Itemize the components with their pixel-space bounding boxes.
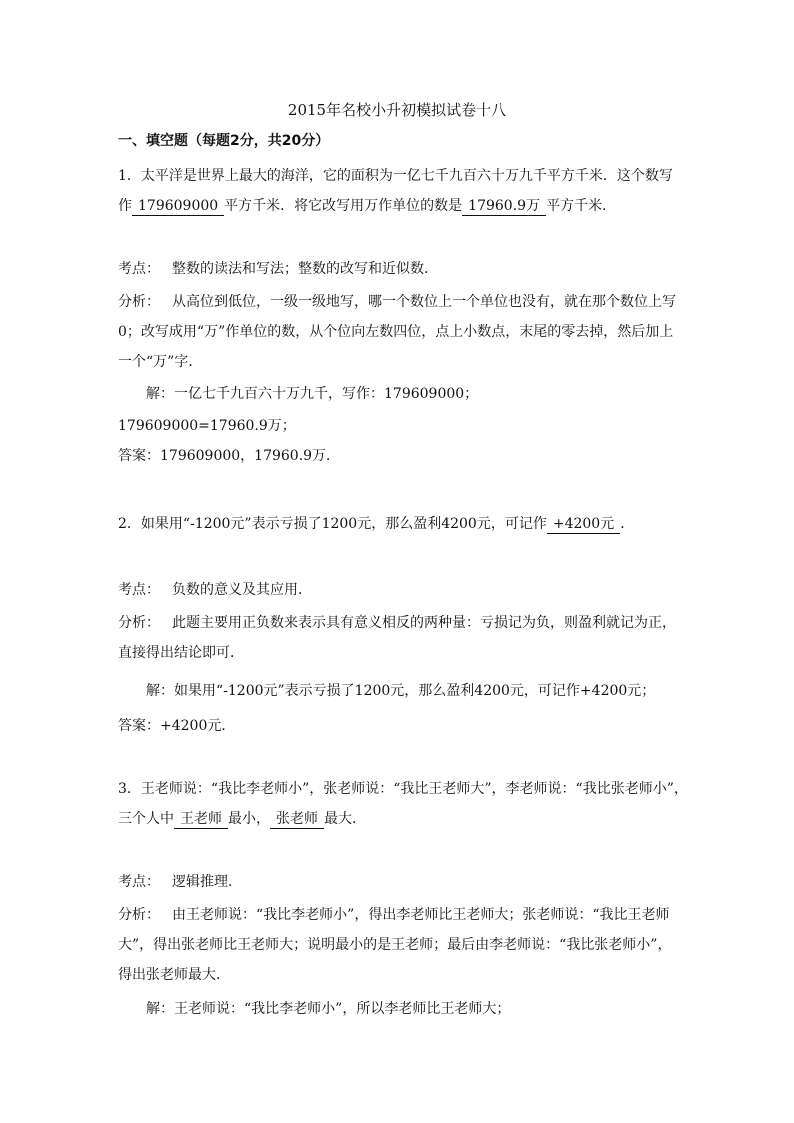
q1-text-line1: 1．太平洋是世界上最大的海洋，它的面积为一亿七千九百六十万九千平方千米．这个数写 [118,168,673,184]
q3-kaodian [118,872,242,892]
q3-fenxi-text-1: 由王老师说：“我比李老师小”，得出李老师比王老师大；张老师说：“我比王老师 [172,907,670,923]
q2-suffix: ． [620,516,635,532]
q2-fenxi-line1 [118,613,676,633]
q1-answer: 答案：179609000，17960.9万． [118,448,341,464]
q1-fenxi-line2: 0；改写成用“万”作单位的数，从个位向左数四位，点上小数点，末尾的零去掉，然后加上 [118,324,674,340]
q3-text-line1: 3．王老师说：“我比李老师小”，张老师说：“我比王老师大”，李老师说：“我比张老师小”， [118,781,688,797]
section-heading: 一、填空题（每题2分，共20分） [118,133,330,149]
q3-middle: 最小， [228,811,270,827]
q2-kaodian-label: 考点： [118,582,160,598]
q1-fenxi-label: 分析： [118,294,160,310]
q1-suffix: 平方千米． [546,198,617,214]
q3-solution-line1: 解：王老师说：“我比李老师小”，所以李老师比王老师大； [146,1001,511,1017]
q2-fenxi-line2: 直接得出结论即可． [118,645,244,661]
q3-suffix: 最大． [324,811,366,827]
q2-prefix: 2．如果用“-1200元”表示亏损了1200元，那么盈利4200元，可记作 [118,516,547,532]
q2-answer-blank: +4200元 [547,515,620,534]
q1-prefix: 作 [118,198,132,214]
q1-answer-blank-2: 17960.9万 [462,197,546,216]
q2-fenxi-label: 分析： [118,615,160,631]
q3-answer-blank-1: 王老师 [174,810,228,829]
q1-solution-line1: 解：一亿七千九百六十万九千，写作：179609000； [146,386,479,402]
q1-kaodian-text: 整数的读法和写法；整数的改写和近似数． [172,261,438,277]
q2-text-line1 [118,514,634,534]
q3-fenxi-line3: 得出张老师最大． [118,967,230,983]
page-title: 2015年名校小升初模拟试卷十八 [287,101,507,119]
q3-fenxi-line2: 大”，得出张老师比王老师大；说明最小的是王老师；最后由李老师说：“我比张老师小”， [118,937,672,953]
q3-fenxi-line1 [118,905,669,925]
q1-answer-blank-1: 179609000 [132,197,224,216]
q3-prefix: 三个人中 [118,811,174,827]
q3-kaodian-text: 逻辑推理． [172,874,242,890]
q1-kaodian [118,259,438,279]
q3-kaodian-label: 考点： [118,874,160,890]
q2-kaodian [118,580,312,600]
q3-fenxi-label: 分析： [118,907,160,923]
q1-middle: 平方千米．将它改写用万作单位的数是 [224,198,463,214]
q2-answer: 答案：+4200元． [118,718,236,734]
q2-solution-line1: 解：如果用“-1200元”表示亏损了1200元，那么盈利4200元，可记作+4200元； [146,683,656,699]
q1-kaodian-label: 考点： [118,261,160,277]
q1-fenxi-text-1: 从高位到低位，一级一级地写，哪一个数位上一个单位也没有，就在那个数位上写 [172,294,676,310]
q2-kaodian-text: 负数的意义及其应用． [172,582,312,598]
q1-text-line2 [118,196,616,216]
q3-answer-blank-2: 张老师 [270,810,324,829]
q1-fenxi-line1 [118,292,676,312]
q1-solution-line2: 179609000=17960.9万； [118,418,296,434]
q3-text-line2 [118,809,366,829]
q2-fenxi-text-1: 此题主要用正负数来表示具有意义相反的两种量：亏损记为负，则盈利就记为正， [172,615,676,631]
q1-fenxi-line3: 一个“万”字． [118,354,203,370]
